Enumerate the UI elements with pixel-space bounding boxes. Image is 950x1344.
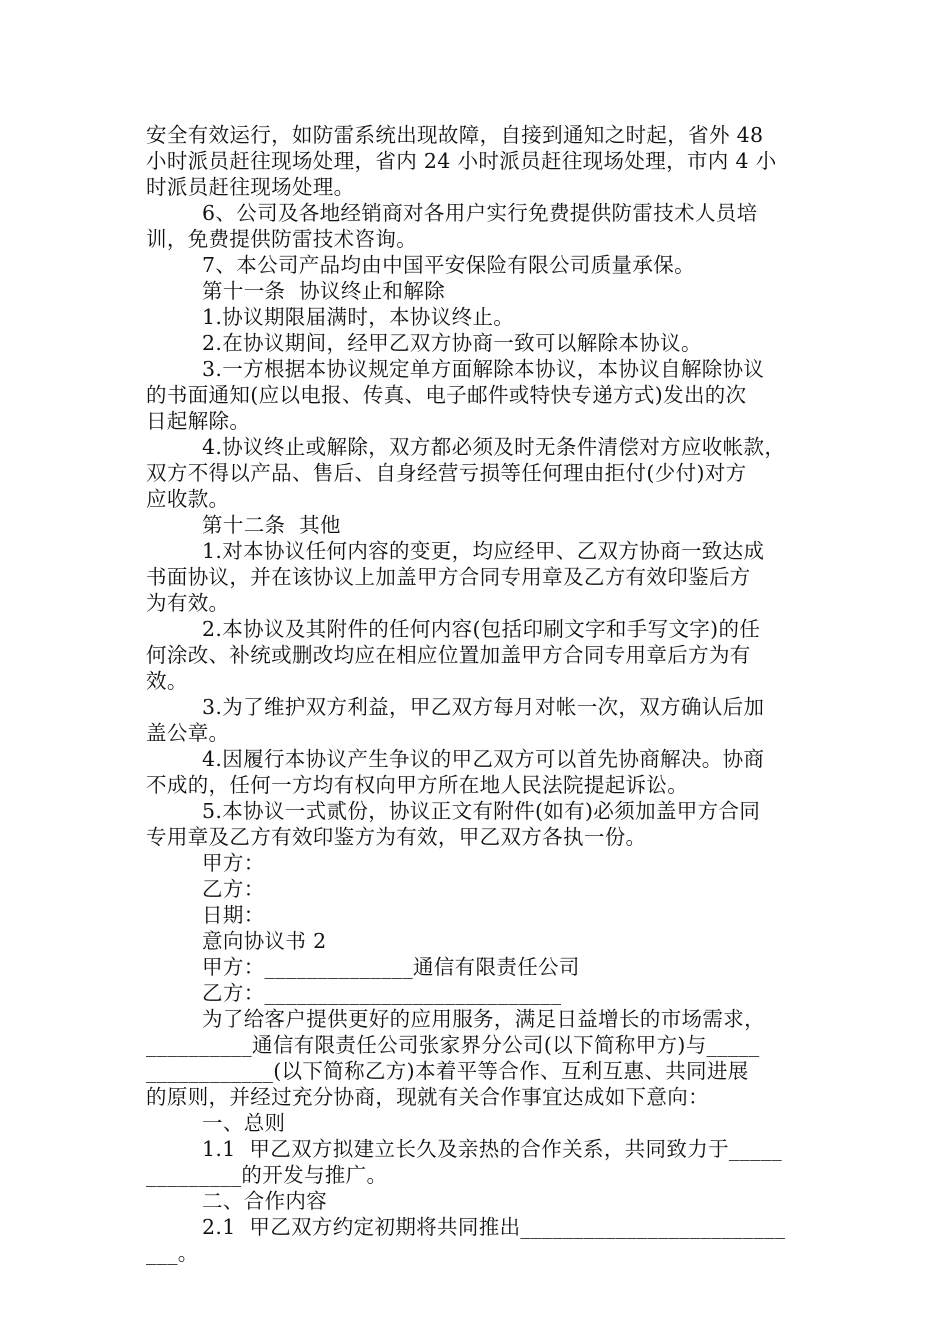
document-subtitle: 意向协议书 2 xyxy=(202,929,327,953)
text-line: 效。 xyxy=(146,669,188,693)
text-line: 5.本协议一式贰份，协议正文有附件(如有)必须加盖甲方合同 xyxy=(202,799,761,823)
document-page xyxy=(146,122,808,1266)
text-line: 3.一方根据本协议规定单方面解除本协议，本协议自解除协议 xyxy=(202,357,765,381)
text-line: 何涂改、补统或删改均应在相应位置加盖甲方合同专用章后方为有 xyxy=(146,643,751,667)
text-line: ___。 xyxy=(146,1241,199,1265)
text-line: 1.对本协议任何内容的变更，均应经甲、乙双方协商一致达成 xyxy=(202,539,765,563)
text-line: 3.为了维护双方利益，甲乙双方每月对帐一次，双方确认后加 xyxy=(202,695,765,719)
text-line: _________的开发与推广。 xyxy=(146,1163,388,1187)
text-line: 应收款。 xyxy=(146,487,230,511)
text-line: 1.协议期限届满时，本协议终止。 xyxy=(202,305,515,329)
text-line: 时派员赶往现场处理。 xyxy=(146,175,355,199)
text-line: ____________(以下简称乙方)本着平等合作、互利互惠、共同进展 xyxy=(146,1059,749,1083)
text-line: 盖公章。 xyxy=(146,721,230,745)
text-line: 小时派员赶往现场处理，省内 24 小时派员赶往现场处理，市内 4 小 xyxy=(146,149,777,173)
text-line: 2.本协议及其附件的任何内容(包括印刷文字和手写文字)的任 xyxy=(202,617,761,641)
text-line: 训，免费提供防雷技术咨询。 xyxy=(146,227,418,251)
section-heading: 第十一条 协议终止和解除 xyxy=(202,279,446,303)
text-line: 为了给客户提供更好的应用服务，满足日益增长的市场需求， xyxy=(202,1007,765,1031)
text-line: 的原则，并经过充分协商，现就有关合作事宜达成如下意向： xyxy=(146,1085,709,1109)
section-heading: 二、合作内容 xyxy=(202,1189,328,1213)
text-line: 6、公司及各地经销商对各用户实行免费提供防雷技术人员培 xyxy=(202,201,758,225)
signature-party-a: 甲方： xyxy=(202,851,265,875)
text-line: 2.在协议期间，经甲乙双方协商一致可以解除本协议。 xyxy=(202,331,702,355)
text-line: 双方不得以产品、售后、自身经营亏损等任何理由拒付(少付)对方 xyxy=(146,461,747,485)
section-heading: 第十二条 其他 xyxy=(202,513,341,537)
text-line: 安全有效运行，如防雷系统出现故障，自接到通知之时起，省外 48 xyxy=(146,123,764,147)
text-line: 为有效。 xyxy=(146,591,230,615)
text-line: 日起解除。 xyxy=(146,409,251,433)
text-line: 的书面通知(应以电报、传真、电子邮件或特快专递方式)发出的次 xyxy=(146,383,747,407)
text-line: 不成的，任何一方均有权向甲方所在地人民法院提起诉讼。 xyxy=(146,773,689,797)
signature-date: 日期： xyxy=(202,903,265,927)
text-line: 专用章及乙方有效印鉴方为有效，甲乙双方各执一份。 xyxy=(146,825,647,849)
text-line: 书面协议，并在该协议上加盖甲方合同专用章及乙方有效印鉴后方 xyxy=(146,565,751,589)
signature-party-b: 乙方： xyxy=(202,877,265,901)
text-line: 7、本公司产品均由中国平安保险有限公司质量承保。 xyxy=(202,253,695,277)
text-line: __________通信有限责任公司张家界分公司(以下简称甲方)与_____ xyxy=(146,1033,760,1057)
section-heading: 一、总则 xyxy=(202,1111,286,1135)
party-b-line: 乙方：____________________________ xyxy=(202,981,562,1005)
text-line: 1.1 甲乙双方拟建立长久及亲热的合作关系，共同致力于_____ xyxy=(202,1137,782,1161)
text-line: 4.协议终止或解除，双方都必须及时无条件清偿对方应收帐款， xyxy=(202,435,786,459)
party-a-line: 甲方：______________通信有限责任公司 xyxy=(202,955,580,979)
text-line: 2.1 甲乙双方约定初期将共同推出_________________________ xyxy=(202,1215,786,1239)
text-line: 4.因履行本协议产生争议的甲乙双方可以首先协商解决。协商 xyxy=(202,747,765,771)
